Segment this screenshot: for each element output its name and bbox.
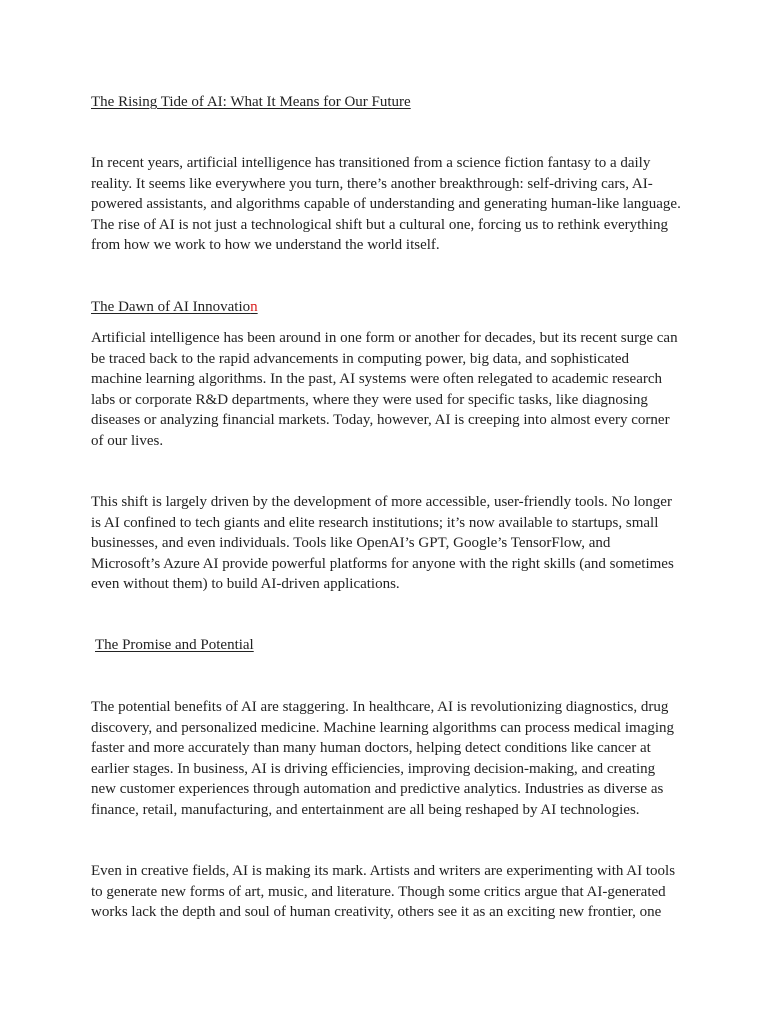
- document-title: The Rising Tide of AI: What It Means for Our Future: [91, 94, 411, 110]
- section-heading-dawn: [91, 297, 683, 318]
- spellcheck-highlight-char: n: [250, 299, 258, 315]
- intro-paragraph: In recent years, artificial intelligence has transitioned from a science fiction fantasy to a daily reality. It seems like everywhere you turn, there’s another breakthrough: self-driving cars, AI-powered assistants, and algorithms capable of understanding and generating human-like language. The rise of AI is not just a technological shift but a cultural one, forcing us to rethink everything from how we work to how we understand the world itself.: [91, 155, 681, 253]
- section2-paragraph-2: Even in creative fields, AI is making its mark. Artists and writers are experimenting with AI tools to generate new forms of art, music, and literature. Though some critics argue that AI-generated works lack the depth and soul of human creativity, others see it as an exciting new frontier, one: [91, 863, 676, 920]
- section1-paragraph-1: Artificial intelligence has been around in one form or another for decades, but its recent surge can be traced back to the rapid advancements in computing power, big data, and sophisticated machine learning algorithms. In the past, AI systems were often relegated to academic research labs or corporate R&D departments, where they were used for specific tasks, like diagnosing diseases or analyzing financial markets. Today, however, AI is creeping into almost every corner of our lives.: [91, 330, 678, 449]
- section-heading-promise: The Promise and Potential: [95, 637, 254, 653]
- section1-paragraph-2: This shift is largely driven by the development of more accessible, user-friendly tools. No longer is AI confined to tech giants and elite research institutions; it’s now available to startups, small businesses, and even individuals. Tools like OpenAI’s GPT, Google’s TensorFlow, and Microsoft’s Azure AI provide powerful platforms for anyone with the right skills (and sometimes even without them) to build AI-driven applications.: [91, 494, 674, 592]
- section2-paragraph-1: The potential benefits of AI are staggering. In healthcare, AI is revolutionizing diagnostics, drug discovery, and personalized medicine. Machine learning algorithms can process medical imaging faster and more accurately than many human doctors, helping detect conditions like cancer at earlier stages. In business, AI is driving efficiencies, improving decision-making, and creating new customer experiences through automation and predictive analytics. Industries as diverse as finance, retail, manufacturing, and entertainment are all being reshaped by AI technologies.: [91, 699, 674, 818]
- section-heading-dawn-text: The Dawn of AI Innovatio: [91, 299, 251, 315]
